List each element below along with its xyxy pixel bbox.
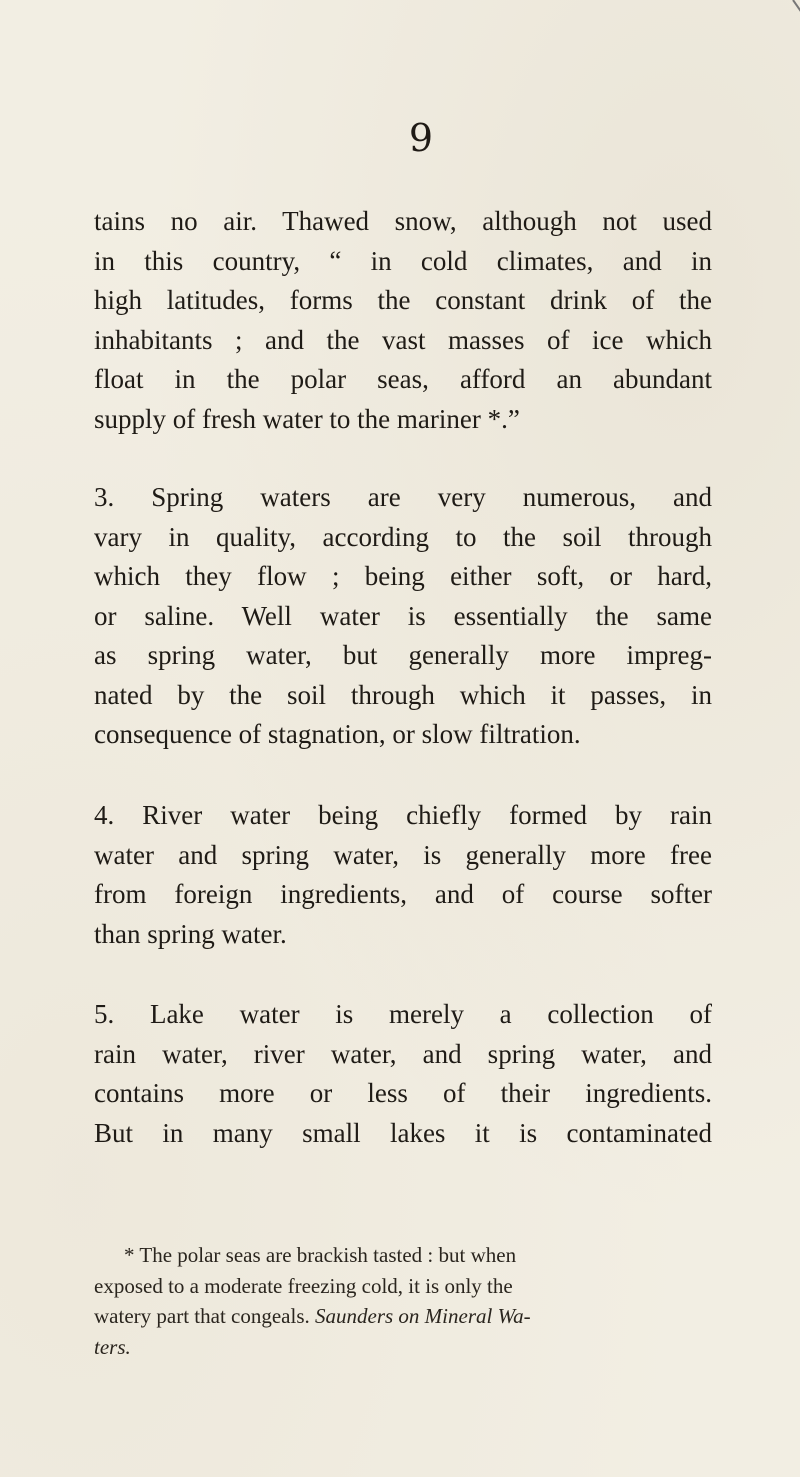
footnote-text: watery part that congeals.: [94, 1304, 310, 1328]
text-line: supply of fresh water to the mariner *.”: [94, 403, 520, 434]
paragraph-spring-waters: [94, 478, 712, 755]
text-line: which they flow ; being either soft, or hard,: [94, 561, 712, 591]
footnote-citation-end: ters.: [94, 1334, 131, 1359]
text-line: rain water, river water, and spring water, and: [94, 1038, 712, 1069]
page-number: 9: [408, 116, 434, 160]
corner-mark: [792, 0, 800, 19]
text-line: contains more or less of their ingredients.: [94, 1078, 712, 1108]
text-line: inhabitants ; and the vast masses of ice which: [94, 324, 712, 355]
footnote-citation: Saunders on Mineral Wa-: [315, 1304, 531, 1328]
text-line: consequence of stagnation, or slow filtration.: [94, 719, 581, 749]
text-line: water and spring water, is generally more free: [94, 839, 712, 870]
text-line: high latitudes, forms the constant drink of the: [94, 285, 712, 315]
paragraph-river-water: [94, 796, 712, 954]
paragraph-lake-water: [94, 995, 712, 1153]
text-line: float in the polar seas, afford an abundant: [94, 364, 712, 394]
text-line: nated by the soil through which it passes, in: [94, 679, 712, 710]
text-line: from foreign ingredients, and of course softer: [94, 879, 712, 909]
footnote-line: exposed to a moderate freezing cold, it is only the: [94, 1273, 513, 1298]
text-line: But in many small lakes it is contaminated: [94, 1117, 712, 1148]
text-line: 5. Lake water is merely a collection of: [94, 999, 712, 1029]
text-line: as spring water, but generally more impreg-: [94, 640, 712, 670]
footnote: [94, 1240, 712, 1362]
text-line: vary in quality, according to the soil through: [94, 521, 712, 552]
footnote-line: * The polar seas are brackish tasted : but when: [124, 1243, 517, 1267]
footnote-line-with-citation: [94, 1301, 712, 1332]
text-line: or saline. Well water is essentially the same: [94, 600, 712, 631]
text-line: in this country, “ in cold climates, and in: [94, 245, 712, 276]
text-line: 3. Spring waters are very numerous, and: [94, 482, 712, 512]
paragraph-thawed-snow: [94, 202, 712, 439]
text-line: tains no air. Thawed snow, although not used: [94, 206, 712, 236]
text-line: 4. River water being chiefly formed by rain: [94, 800, 712, 830]
text-line: than spring water.: [94, 918, 287, 949]
